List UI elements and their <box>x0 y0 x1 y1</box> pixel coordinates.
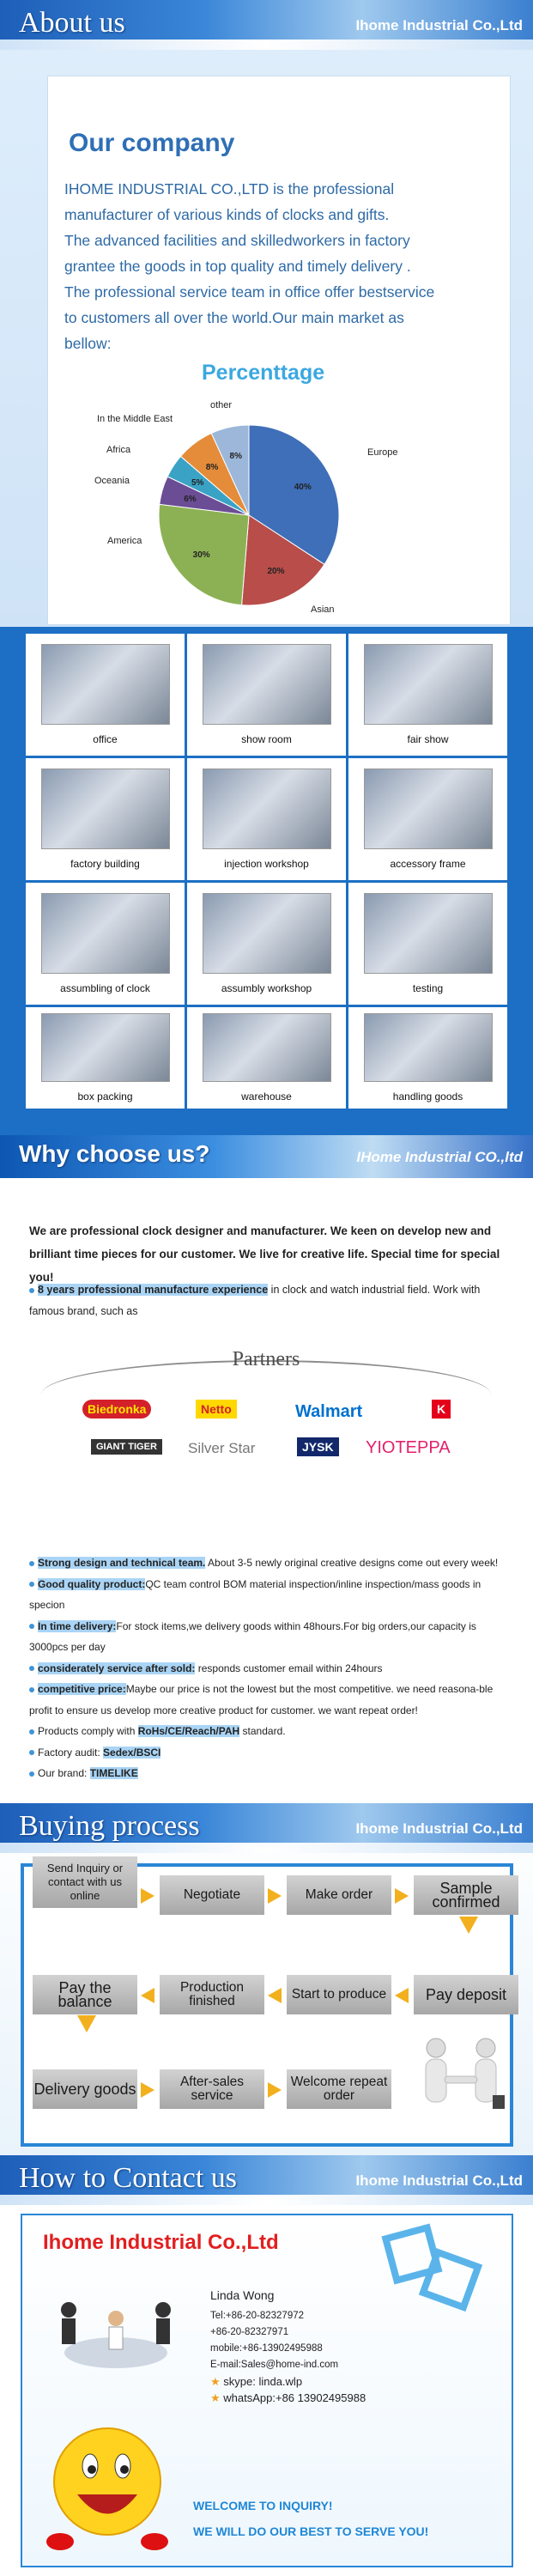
pie-category-label: In the Middle East <box>97 414 173 424</box>
advantage-item <box>29 1658 510 1680</box>
star-icon: ★ <box>210 2391 221 2404</box>
process-arrow-icon <box>141 1988 154 2003</box>
welcome-line-1: WELCOME TO INQUIRY! <box>193 2499 333 2512</box>
contact-person: Linda Wong <box>210 2288 275 2302</box>
photo-tile <box>26 883 185 1005</box>
blue-frames-decoration-icon <box>378 2224 489 2327</box>
advantage-item <box>29 1679 510 1721</box>
smiley-mascot-icon <box>34 2413 180 2567</box>
advantage-text: Our brand: <box>38 1767 90 1779</box>
advantage-highlight: Sedex/BSCI <box>103 1746 161 1759</box>
partner-logo-biedronka: Biedronka <box>82 1400 151 1419</box>
pie-category-label: other <box>210 400 233 410</box>
advantage-text: Products comply with <box>38 1725 138 1737</box>
photo-gallery <box>0 627 533 1135</box>
partner-logo-k: K <box>432 1400 451 1419</box>
photo-caption: fair show <box>407 733 449 745</box>
contact-banner-company: Ihome Industrial Co.,Ltd <box>355 2172 523 2189</box>
buy-banner <box>0 1803 533 1853</box>
partners-title: Partners <box>232 1348 300 1370</box>
pie-value-label: 8% <box>229 452 243 462</box>
advantage-item <box>29 1721 510 1742</box>
photo-caption: assumbly workshop <box>221 982 312 994</box>
advantage-highlight: RoHs/CE/Reach/PAH <box>137 1725 240 1737</box>
contact-company-name: Ihome Industrial Co.,Ltd <box>43 2231 279 2254</box>
buy-banner-title: Buying process <box>19 1810 200 1842</box>
photo-caption: show room <box>241 733 292 745</box>
partner-logo-netto: Netto <box>196 1400 237 1419</box>
photo-tile <box>187 1007 346 1109</box>
description-line: IHOME INDUSTRIAL CO.,LTD is the professional <box>64 180 395 197</box>
process-arrow-icon <box>395 1988 409 2003</box>
photo-image <box>364 644 493 725</box>
pie-value-label: 5% <box>191 478 204 489</box>
pie-category-label: America <box>107 536 142 546</box>
advantage-text: Factory audit: <box>38 1746 104 1759</box>
photo-image <box>203 893 331 974</box>
partner-logo-jysk: JYSK <box>297 1437 339 1456</box>
whatsapp[interactable]: whatsApp:+86 13902495988 <box>223 2391 366 2404</box>
advantage-item <box>29 1742 510 1764</box>
advantage-item <box>29 1552 510 1574</box>
photo-caption: handling goods <box>392 1091 463 1103</box>
advantage-text: For stock items,we delivery goods within 48hours.For big orders,our capacity is 3000pcs per day <box>29 1619 476 1653</box>
photo-tile <box>26 1007 185 1109</box>
photo-caption: accessory frame <box>390 858 466 870</box>
description-line: to customers all over the world.Our main market as <box>64 309 404 326</box>
photo-image <box>41 1013 170 1082</box>
advantage-text: About 3-5 newly original creative designs come out every week! <box>205 1557 499 1569</box>
buying-section <box>0 1803 533 2155</box>
process-step: Production finished <box>160 1975 264 2014</box>
process-arrow-icon <box>268 1988 282 2003</box>
process-arrow-icon <box>77 2015 96 2032</box>
process-step: Start to produce <box>287 1975 391 2014</box>
pie-value-label: 6% <box>184 495 197 505</box>
pie-value-label: 30% <box>192 550 210 561</box>
photo-caption: factory building <box>70 858 140 870</box>
email[interactable]: E-mail:Sales@home-ind.com <box>210 2360 339 2370</box>
process-step: Sample confirmed <box>414 1875 518 1915</box>
company-heading: Our company <box>69 129 235 157</box>
tel-1: Tel:+86-20-82327972 <box>210 2311 305 2321</box>
contact-info <box>210 2308 366 2406</box>
pie-category-label: Europe <box>367 447 398 458</box>
why-banner-title: Why choose us? <box>19 1140 210 1167</box>
market-pie-chart <box>94 391 398 618</box>
description-line: The professional service team in office offer bestservice <box>64 283 435 301</box>
pie-category-label: Asian <box>311 605 335 615</box>
pie-value-label: 40% <box>294 482 312 492</box>
pie-value-label: 8% <box>205 462 219 472</box>
photo-tile <box>348 883 507 1005</box>
advantage-highlight: In time delivery: <box>38 1619 117 1632</box>
advantage-highlight: Good quality product: <box>38 1577 146 1590</box>
photo-tile <box>26 634 185 756</box>
photo-image <box>203 769 331 849</box>
photo-image <box>203 644 331 725</box>
why-banner <box>0 1135 533 1178</box>
photo-image <box>364 1013 493 1082</box>
photo-image <box>203 1013 331 1082</box>
process-arrow-icon <box>459 1917 478 1934</box>
process-arrow-icon <box>395 1888 409 1904</box>
about-banner-company: Ihome Industrial Co.,Ltd <box>355 17 523 33</box>
advantage-item <box>29 1616 510 1658</box>
experience-highlight: 8 years professional manufacture experience <box>38 1284 269 1296</box>
star-icon: ★ <box>210 2375 221 2388</box>
about-section <box>0 0 533 627</box>
process-step: Delivery goods <box>33 2069 137 2109</box>
photo-caption: warehouse <box>241 1091 292 1103</box>
buy-banner-company: Ihome Industrial Co.,Ltd <box>355 1820 523 1837</box>
advantages-list <box>29 1552 510 1784</box>
photo-image <box>364 893 493 974</box>
tel-2: +86-20-82327971 <box>210 2327 289 2337</box>
advantage-item <box>29 1574 510 1616</box>
why-banner-company: IHome Industrial CO.,ltd <box>356 1149 523 1165</box>
advantage-text: responds customer email within 24hours <box>195 1662 383 1674</box>
mobile: mobile:+86-13902495988 <box>210 2343 323 2354</box>
process-step: Welcome repeat order <box>287 2069 391 2109</box>
partner-logo-silver-star: Silver Star <box>188 1440 256 1456</box>
process-step: Negotiate <box>160 1875 264 1915</box>
partners-block <box>41 1348 491 1463</box>
photo-tile <box>187 883 346 1005</box>
pie-category-label: Africa <box>106 445 131 455</box>
why-intro: We are professional clock designer and manufacturer. We keen on develop new and brilliant time pieces for our customer. We live for creative life. Special time for special you! <box>29 1224 500 1284</box>
contact-banner <box>0 2155 533 2205</box>
photo-caption: injection workshop <box>224 858 309 870</box>
description-line: manufacturer of various kinds of clocks and gifts. <box>64 206 390 223</box>
photo-image <box>41 769 170 849</box>
photo-image <box>364 769 493 849</box>
photo-tile <box>26 758 185 880</box>
partner-logo-walmart: Walmart <box>295 1402 363 1421</box>
company-description <box>64 176 511 356</box>
photo-tile <box>348 1007 507 1109</box>
photo-image <box>41 644 170 725</box>
process-step: Send Inquiry or contact with us online <box>33 1856 137 1908</box>
about-banner-title: About us <box>19 7 125 39</box>
process-step: Pay the balance <box>33 1975 137 2014</box>
people-globe-icon <box>34 2284 197 2379</box>
photo-caption: assumbling of clock <box>60 982 150 994</box>
process-step: After-sales service <box>160 2069 264 2109</box>
photo-tile <box>348 634 507 756</box>
photo-image <box>41 893 170 974</box>
advantage-highlight: considerately service after sold: <box>38 1662 196 1674</box>
description-line: grantee the goods in top quality and timely delivery . <box>64 258 411 275</box>
photo-caption: box packing <box>77 1091 133 1103</box>
advantage-highlight: TIMELIKE <box>89 1767 138 1779</box>
about-banner <box>0 0 533 50</box>
skype[interactable]: skype: linda.wlp <box>223 2375 303 2388</box>
handshake-figure-icon <box>410 2035 513 2129</box>
experience-text: in clock and watch industrial field. Work with famous brand, such as <box>29 1284 481 1317</box>
contact-section <box>0 2155 533 2576</box>
chart-title: Percenttage <box>202 361 325 385</box>
photo-caption: testing <box>412 982 444 994</box>
advantage-text: Maybe our price is not the lowest but the most competitive. we need reasona-ble profit to ensure us develop more creative product for customer. we want repeat order! <box>29 1683 494 1716</box>
process-step: Pay deposit <box>414 1975 518 2014</box>
process-step: Make order <box>287 1875 391 1915</box>
process-arrow-icon <box>141 1888 154 1904</box>
description-line: bellow: <box>64 335 112 352</box>
pie-value-label: 20% <box>267 567 285 577</box>
description-line: The advanced facilities and skilledworkers in factory <box>64 232 410 249</box>
photo-tile <box>187 758 346 880</box>
partner-logo-yioteppa: YIOTEPPA <box>366 1438 451 1457</box>
why-section <box>0 1135 533 1803</box>
contact-banner-title: How to Contact us <box>19 2162 238 2194</box>
advantage-text: QC team control BOM material inspection/inline inspection/mass goods in specion <box>29 1577 482 1611</box>
photo-tile <box>187 634 346 756</box>
advantage-item <box>29 1763 510 1784</box>
experience-line <box>29 1279 508 1322</box>
process-arrow-icon <box>141 2082 154 2098</box>
process-arrow-icon <box>268 1888 282 1904</box>
advantage-text: standard. <box>239 1725 286 1737</box>
advantage-highlight: Strong design and technical team. <box>38 1557 206 1569</box>
advantage-highlight: competitive price: <box>38 1683 126 1695</box>
pie-category-label: Oceania <box>94 476 130 486</box>
welcome-line-2: WE WILL DO OUR BEST TO SERVE YOU! <box>193 2524 429 2538</box>
process-arrow-icon <box>268 2082 282 2098</box>
partner-logo-giant-tiger: GIANT TIGER <box>91 1439 162 1455</box>
photo-caption: office <box>93 733 118 745</box>
photo-tile <box>348 758 507 880</box>
